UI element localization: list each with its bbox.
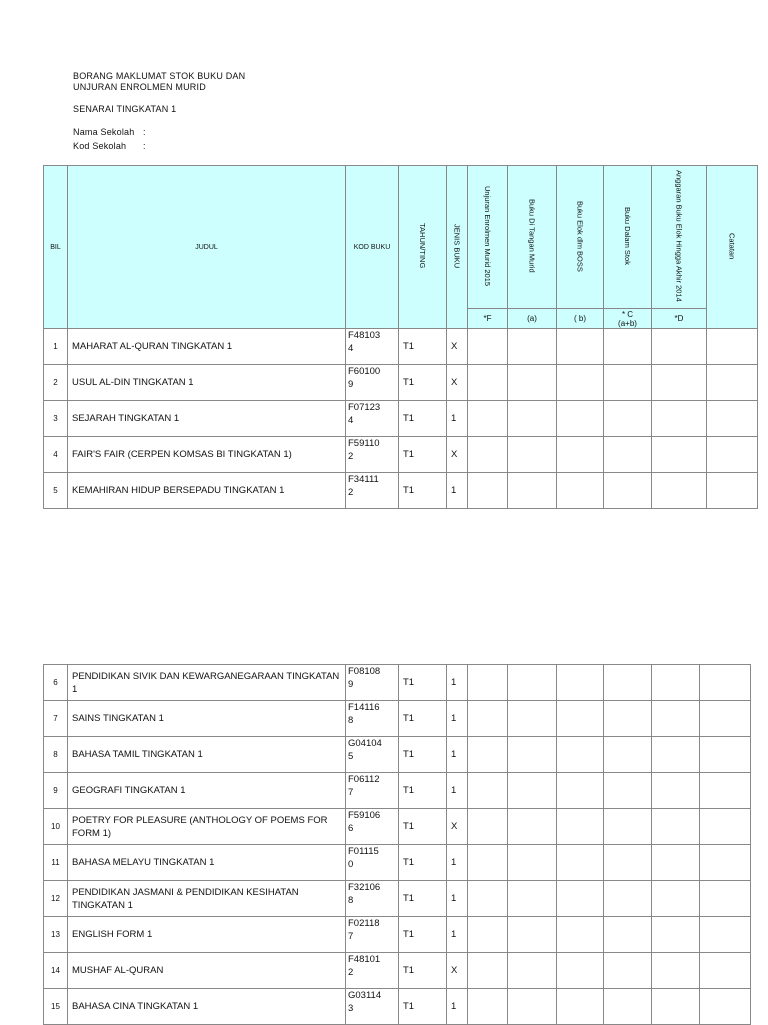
school-name-row <box>73 127 146 138</box>
row-jenis: 1 <box>447 473 468 509</box>
row-tahun: T1 <box>399 701 447 737</box>
kod-buku-line2: 3 <box>348 1003 354 1014</box>
row-judul: FAIR'S FAIR (CERPEN KOMSAS BI TINGKATAN 1) <box>68 437 346 473</box>
kod-buku-line1: F59110 <box>348 438 380 449</box>
input-cell[interactable] <box>707 401 758 437</box>
kod-buku-line1: F48103 <box>348 330 381 341</box>
kod-buku-line2: 7 <box>348 931 354 942</box>
kod-buku-line1: F07123 <box>348 402 381 413</box>
col-bil: BIL <box>44 166 68 329</box>
input-cell[interactable] <box>468 809 508 845</box>
row-jenis: X <box>447 329 468 365</box>
kod-buku-line2: 7 <box>348 787 354 798</box>
row-tahun: T1 <box>399 365 447 401</box>
input-cell[interactable] <box>557 365 604 401</box>
input-cell[interactable] <box>468 881 508 917</box>
kod-buku-line2: 2 <box>348 487 354 498</box>
input-cell[interactable] <box>557 329 604 365</box>
input-cell[interactable] <box>508 473 557 509</box>
row-tahun: T1 <box>399 401 447 437</box>
kod-buku-line2: 5 <box>348 751 354 762</box>
table-header-row <box>44 166 758 309</box>
row-bil: 2 <box>44 365 68 401</box>
input-cell[interactable] <box>700 701 751 737</box>
row-bil: 7 <box>44 701 68 737</box>
row-tahun: T1 <box>399 473 447 509</box>
kod-buku-line1: F02118 <box>348 918 380 929</box>
row-jenis: 1 <box>447 917 468 953</box>
input-cell[interactable] <box>557 809 604 845</box>
kod-buku-line2: 9 <box>348 679 354 690</box>
input-cell[interactable] <box>468 953 508 989</box>
row-tahun: T1 <box>399 329 447 365</box>
form-subtitle: SENARAI TINGKATAN 1 <box>73 104 177 114</box>
input-cell[interactable] <box>468 473 508 509</box>
kod-buku-line1: F32106 <box>348 882 381 893</box>
row-tahun: T1 <box>399 845 447 881</box>
input-cell[interactable] <box>652 437 707 473</box>
input-cell[interactable] <box>557 881 604 917</box>
row-kod-buku <box>346 953 399 989</box>
row-judul: MAHARAT AL-QURAN TINGKATAN 1 <box>68 329 346 365</box>
form-title-line2: UNJURAN ENROLMEN MURID <box>73 82 206 92</box>
input-cell[interactable] <box>508 809 557 845</box>
row-kod-buku <box>346 773 399 809</box>
col-jenis <box>447 166 468 329</box>
input-cell[interactable] <box>652 809 700 845</box>
input-cell[interactable] <box>468 401 508 437</box>
input-cell[interactable] <box>468 437 508 473</box>
input-cell[interactable] <box>508 845 557 881</box>
row-kod-buku <box>346 845 399 881</box>
row-jenis: 1 <box>447 401 468 437</box>
input-cell[interactable] <box>652 773 700 809</box>
input-cell[interactable] <box>604 881 652 917</box>
input-cell[interactable] <box>508 917 557 953</box>
row-jenis: 1 <box>447 737 468 773</box>
input-cell[interactable] <box>604 365 652 401</box>
col-stok <box>604 166 652 309</box>
row-kod-buku <box>346 917 399 953</box>
input-cell[interactable] <box>557 701 604 737</box>
row-kod-buku <box>346 329 399 365</box>
input-cell[interactable] <box>604 773 652 809</box>
input-cell[interactable] <box>604 809 652 845</box>
input-cell[interactable] <box>707 473 758 509</box>
input-cell[interactable] <box>508 701 557 737</box>
school-name-value: : <box>143 127 146 137</box>
col-stok-label: Buku Dalam Stok <box>623 207 632 265</box>
kod-buku-line1: G04104 <box>348 738 382 749</box>
input-cell[interactable] <box>700 809 751 845</box>
table-row <box>44 437 758 473</box>
row-jenis: 1 <box>447 701 468 737</box>
table-row <box>44 881 751 917</box>
row-bil: 1 <box>44 329 68 365</box>
input-cell[interactable] <box>652 845 700 881</box>
input-cell[interactable] <box>468 701 508 737</box>
row-kod-buku <box>346 809 399 845</box>
input-cell[interactable] <box>707 329 758 365</box>
kod-buku-line2: 8 <box>348 715 354 726</box>
row-jenis: 1 <box>447 665 468 701</box>
row-jenis: X <box>447 437 468 473</box>
input-cell[interactable] <box>508 401 557 437</box>
table-row <box>44 473 758 509</box>
kod-buku-line2: 0 <box>348 859 354 870</box>
input-cell[interactable] <box>557 665 604 701</box>
table-row <box>44 665 751 701</box>
kod-buku-line2: 2 <box>348 451 354 462</box>
stock-table-page1 <box>43 165 758 509</box>
input-cell[interactable] <box>700 845 751 881</box>
col-unjuran <box>468 166 508 309</box>
table-row <box>44 845 751 881</box>
input-cell[interactable] <box>604 665 652 701</box>
row-judul: PENDIDIKAN JASMANI & PENDIDIKAN KESIHATAN TINGKATAN 1 <box>68 881 346 917</box>
table-row <box>44 401 758 437</box>
input-cell[interactable] <box>652 881 700 917</box>
row-bil: 8 <box>44 737 68 773</box>
input-cell[interactable] <box>468 989 508 1025</box>
input-cell[interactable] <box>557 953 604 989</box>
input-cell[interactable] <box>652 401 707 437</box>
col-anggaran <box>652 166 707 309</box>
input-cell[interactable] <box>508 989 557 1025</box>
col-boss-label: Buku Elok dlm BOSS <box>575 200 585 272</box>
row-bil: 10 <box>44 809 68 845</box>
row-tahun: T1 <box>399 881 447 917</box>
row-judul: KEMAHIRAN HIDUP BERSEPADU TINGKATAN 1 <box>68 473 346 509</box>
row-kod-buku <box>346 737 399 773</box>
table-row <box>44 809 751 845</box>
input-cell[interactable] <box>508 329 557 365</box>
row-kod-buku <box>346 989 399 1025</box>
col-tahun <box>399 166 447 329</box>
kod-buku-line1: F34111 <box>348 474 379 485</box>
input-cell[interactable] <box>604 737 652 773</box>
row-tahun: T1 <box>399 437 447 473</box>
school-name-label: Nama Sekolah <box>73 127 135 137</box>
input-cell[interactable] <box>652 737 700 773</box>
sub-tangan: (a) <box>508 309 557 329</box>
col-unjuran-label: Unjuran Enrolmen Murid 2015 <box>483 185 492 287</box>
school-code-label: Kod Sekolah <box>73 141 127 151</box>
kod-buku-line1: F08108 <box>348 666 381 677</box>
kod-buku-line2: 8 <box>348 895 354 906</box>
row-tahun: T1 <box>399 737 447 773</box>
input-cell[interactable] <box>604 329 652 365</box>
row-tahun: T1 <box>399 917 447 953</box>
table-row <box>44 737 751 773</box>
row-kod-buku <box>346 437 399 473</box>
row-kod-buku <box>346 701 399 737</box>
input-cell[interactable] <box>700 917 751 953</box>
row-judul: GEOGRAFI TINGKATAN 1 <box>68 773 346 809</box>
row-tahun: T1 <box>399 665 447 701</box>
row-jenis: 1 <box>447 845 468 881</box>
sub-stok-line2: (a+b) <box>618 318 637 328</box>
input-cell[interactable] <box>707 437 758 473</box>
col-kod-buku: KOD BUKU <box>346 166 399 329</box>
input-cell[interactable] <box>508 665 557 701</box>
row-tahun: T1 <box>399 953 447 989</box>
input-cell[interactable] <box>468 665 508 701</box>
input-cell[interactable] <box>557 401 604 437</box>
input-cell[interactable] <box>508 365 557 401</box>
row-judul: SEJARAH TINGKATAN 1 <box>68 401 346 437</box>
kod-buku-line1: F59106 <box>348 810 381 821</box>
row-judul: BAHASA MELAYU TINGKATAN 1 <box>68 845 346 881</box>
input-cell[interactable] <box>604 953 652 989</box>
row-jenis: X <box>447 953 468 989</box>
kod-buku-line1: F06112 <box>348 774 380 785</box>
sub-boss: ( b) <box>557 309 604 329</box>
row-kod-buku <box>346 473 399 509</box>
table-row <box>44 329 758 365</box>
row-judul: MUSHAF AL-QURAN <box>68 953 346 989</box>
row-bil: 14 <box>44 953 68 989</box>
row-bil: 9 <box>44 773 68 809</box>
row-judul: BAHASA CINA TINGKATAN 1 <box>68 989 346 1025</box>
input-cell[interactable] <box>468 737 508 773</box>
row-jenis: X <box>447 809 468 845</box>
input-cell[interactable] <box>652 665 700 701</box>
input-cell[interactable] <box>508 737 557 773</box>
input-cell[interactable] <box>604 917 652 953</box>
school-code-value: : <box>143 141 146 151</box>
input-cell[interactable] <box>557 737 604 773</box>
table-row <box>44 917 751 953</box>
row-judul: SAINS TINGKATAN 1 <box>68 701 346 737</box>
row-tahun: T1 <box>399 809 447 845</box>
row-jenis: 1 <box>447 989 468 1025</box>
input-cell[interactable] <box>652 365 707 401</box>
table-row <box>44 365 758 401</box>
input-cell[interactable] <box>652 473 707 509</box>
col-catatan-label: Catatan <box>727 232 737 260</box>
row-bil: 6 <box>44 665 68 701</box>
input-cell[interactable] <box>604 701 652 737</box>
row-tahun: T1 <box>399 989 447 1025</box>
col-anggaran-label: Anggaran Buku Elok Hingga Akhir 2014 <box>674 170 684 302</box>
input-cell[interactable] <box>468 845 508 881</box>
col-judul: JUDUL <box>68 166 346 329</box>
col-tangan <box>508 166 557 309</box>
kod-buku-line1: F01115 <box>348 846 379 857</box>
stock-table-page2 <box>43 664 751 1025</box>
input-cell[interactable] <box>468 329 508 365</box>
input-cell[interactable] <box>652 989 700 1025</box>
row-bil: 15 <box>44 989 68 1025</box>
input-cell[interactable] <box>652 917 700 953</box>
kod-buku-line1: G03114 <box>348 990 382 1001</box>
input-cell[interactable] <box>508 773 557 809</box>
kod-buku-line2: 4 <box>348 415 354 426</box>
input-cell[interactable] <box>468 773 508 809</box>
table-row <box>44 953 751 989</box>
row-judul: ENGLISH FORM 1 <box>68 917 346 953</box>
col-boss <box>557 166 604 309</box>
col-catatan <box>707 166 758 329</box>
input-cell[interactable] <box>604 401 652 437</box>
sub-stok <box>604 309 652 329</box>
sub-stok-line1: * C <box>621 309 634 319</box>
input-cell[interactable] <box>604 989 652 1025</box>
row-bil: 11 <box>44 845 68 881</box>
input-cell[interactable] <box>700 953 751 989</box>
row-judul: PENDIDIKAN SIVIK DAN KEWARGANEGARAAN TINGKATAN 1 <box>68 665 346 701</box>
row-kod-buku <box>346 401 399 437</box>
input-cell[interactable] <box>508 953 557 989</box>
table-row <box>44 701 751 737</box>
input-cell[interactable] <box>557 473 604 509</box>
input-cell[interactable] <box>557 917 604 953</box>
row-kod-buku <box>346 365 399 401</box>
row-jenis: 1 <box>447 773 468 809</box>
row-bil: 3 <box>44 401 68 437</box>
input-cell[interactable] <box>604 437 652 473</box>
input-cell[interactable] <box>700 737 751 773</box>
input-cell[interactable] <box>652 701 700 737</box>
table-row <box>44 773 751 809</box>
input-cell[interactable] <box>700 881 751 917</box>
kod-buku-line2: 2 <box>348 967 354 978</box>
form-title-line1: BORANG MAKLUMAT STOK BUKU DAN <box>73 71 246 81</box>
row-judul: USUL AL-DIN TINGKATAN 1 <box>68 365 346 401</box>
input-cell[interactable] <box>557 989 604 1025</box>
row-kod-buku <box>346 881 399 917</box>
input-cell[interactable] <box>707 365 758 401</box>
input-cell[interactable] <box>700 989 751 1025</box>
row-bil: 4 <box>44 437 68 473</box>
input-cell[interactable] <box>508 437 557 473</box>
col-tahun-label: TAHUN/TING <box>418 223 427 269</box>
kod-buku-line1: F14116 <box>348 702 380 713</box>
input-cell[interactable] <box>700 665 751 701</box>
input-cell[interactable] <box>468 365 508 401</box>
input-cell[interactable] <box>508 881 557 917</box>
input-cell[interactable] <box>652 953 700 989</box>
col-tangan-label: Buku Di Tangan Murid <box>527 199 537 273</box>
input-cell[interactable] <box>604 845 652 881</box>
kod-buku-line2: 9 <box>348 379 354 390</box>
input-cell[interactable] <box>700 773 751 809</box>
sub-anggaran: *D <box>652 309 707 329</box>
row-judul: POETRY FOR PLEASURE (ANTHOLOGY OF POEMS FOR FORM 1) <box>68 809 346 845</box>
col-jenis-label: JENIS BUKU <box>452 223 462 269</box>
input-cell[interactable] <box>604 473 652 509</box>
kod-buku-line1: F60100 <box>348 366 381 377</box>
input-cell[interactable] <box>652 329 707 365</box>
input-cell[interactable] <box>557 773 604 809</box>
input-cell[interactable] <box>468 917 508 953</box>
row-bil: 5 <box>44 473 68 509</box>
row-jenis: 1 <box>447 881 468 917</box>
kod-buku-line1: F48101 <box>348 954 381 965</box>
school-code-row <box>73 141 146 152</box>
row-tahun: T1 <box>399 773 447 809</box>
row-bil: 12 <box>44 881 68 917</box>
sub-unjuran: *F <box>468 309 508 329</box>
row-jenis: X <box>447 365 468 401</box>
row-kod-buku <box>346 665 399 701</box>
input-cell[interactable] <box>557 845 604 881</box>
table-row <box>44 989 751 1025</box>
row-bil: 13 <box>44 917 68 953</box>
row-judul: BAHASA TAMIL TINGKATAN 1 <box>68 737 346 773</box>
kod-buku-line2: 4 <box>348 343 354 354</box>
input-cell[interactable] <box>557 437 604 473</box>
kod-buku-line2: 6 <box>348 823 354 834</box>
